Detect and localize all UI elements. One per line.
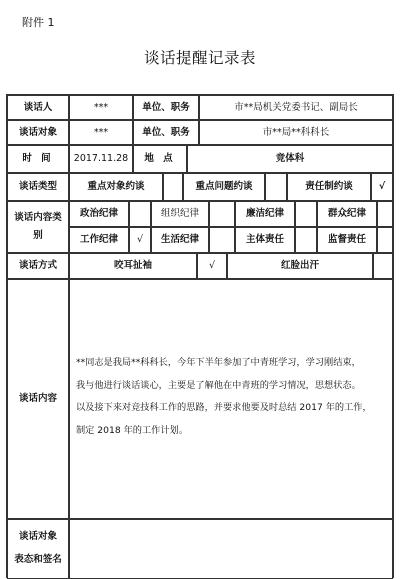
category-organizational-check [209, 201, 235, 227]
category-life: 生活纪律 [151, 227, 209, 253]
content-line-4: 制定 2018 年的工作计划。 [76, 424, 188, 436]
talk-method-option-2: 红脸出汗 [227, 253, 373, 279]
interviewee-label: 谈话对象 [7, 120, 69, 145]
interviewer-unit-value: 市**局机关党委书记、副局长 [199, 95, 393, 120]
talk-method-label: 谈话方式 [7, 253, 69, 279]
category-main-responsibility: 主体责任 [235, 227, 295, 253]
time-label: 时 间 [7, 145, 69, 173]
category-work: 工作纪律 [69, 227, 129, 253]
talk-content-body [69, 279, 393, 519]
record-table [6, 94, 394, 578]
place-label: 地 点 [133, 145, 187, 173]
page-title: 谈话提醒记录表 [143, 49, 256, 67]
category-supervision: 监督责任 [317, 227, 377, 253]
interviewer-name: *** [69, 95, 133, 120]
interviewer-label: 谈话人 [7, 95, 69, 120]
annex-label: 附件 1 [22, 16, 55, 29]
talk-content-label: 谈话内容 [7, 279, 69, 519]
category-organizational: 组织纪律 [151, 201, 209, 227]
interviewee-unit-label: 单位、职务 [133, 120, 199, 145]
talk-type-option-1: 重点对象约谈 [69, 173, 163, 201]
category-integrity: 廉洁纪律 [235, 201, 295, 227]
interviewer-unit-label: 单位、职务 [133, 95, 199, 120]
talk-method-check-2 [373, 253, 393, 279]
category-life-check [209, 227, 235, 253]
talk-type-check-1 [163, 173, 183, 201]
talk-type-option-2: 重点问题约谈 [183, 173, 265, 201]
talk-method-check-1: √ [197, 253, 227, 279]
content-category-label: 谈话内容类别 [7, 201, 69, 253]
place-value: 竞体科 [187, 145, 393, 173]
talk-type-check-2 [265, 173, 287, 201]
talk-method-option-1: 咬耳扯袖 [69, 253, 197, 279]
category-work-check: √ [129, 227, 151, 253]
category-political-check [129, 201, 151, 227]
talk-type-label: 谈话类型 [7, 173, 69, 201]
talk-type-check-3: √ [371, 173, 393, 201]
category-supervision-check [377, 227, 393, 253]
signature-label [7, 519, 69, 579]
content-line-3: 以及接下来对竞技科工作的思路，并要求他要及时总结 2017 年的工作， [76, 402, 372, 414]
interviewee-name: *** [69, 120, 133, 145]
category-main-responsibility-check [295, 227, 317, 253]
category-public-check [377, 201, 393, 227]
talk-type-option-3: 责任制约谈 [287, 173, 371, 201]
category-integrity-check [295, 201, 317, 227]
signature-area [69, 519, 393, 579]
category-public: 群众纪律 [317, 201, 377, 227]
content-line-2: 我与他进行谈话谈心，主要是了解他在中青班的学习情况，思想状态。 [76, 379, 361, 391]
category-political: 政治纪律 [69, 201, 129, 227]
content-line-1: **同志是我局**科科长，今年下半年参加了中青班学习，学习刚结束， [76, 357, 361, 368]
interviewee-unit-value: 市**局**科科长 [199, 120, 393, 145]
signature-label-line-1: 谈话对象 [18, 531, 57, 543]
time-value: 2017.11.28 [69, 145, 133, 173]
signature-label-line-2: 表态和签名 [14, 554, 62, 565]
